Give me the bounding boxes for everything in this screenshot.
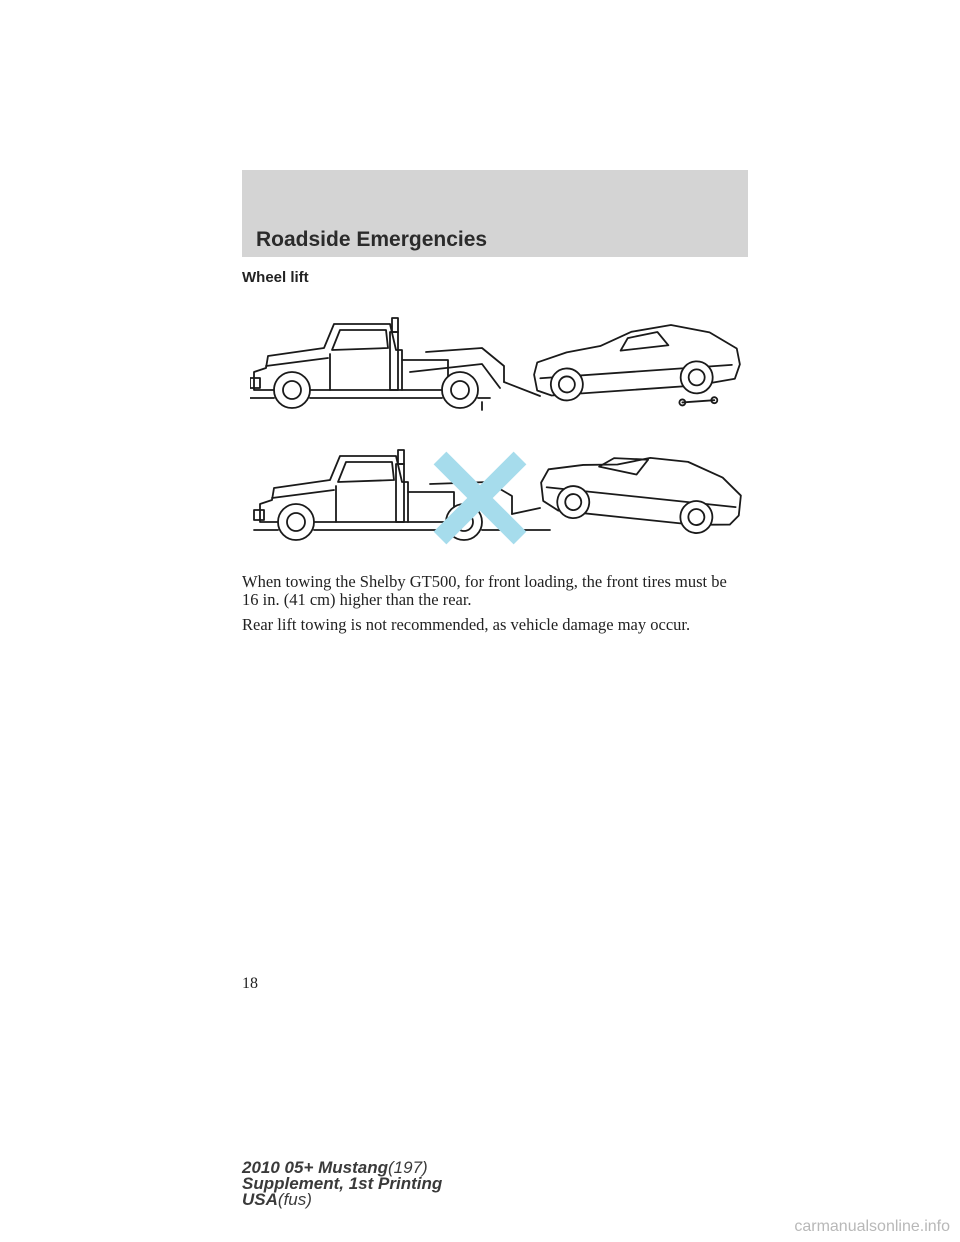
tow-truck-icon [250, 318, 540, 410]
rear-lift-not-recommended-illustration [250, 448, 750, 553]
watermark: carmanualsonline.info [794, 1218, 950, 1235]
page-number: 18 [242, 975, 258, 992]
print-info-footer [242, 1160, 442, 1208]
footer-market: USA [242, 1190, 278, 1209]
paragraph-line: 16 in. (41 cm) higher than the rear. [242, 590, 472, 609]
paragraph-line: When towing the Shelby GT500, for front loading, the front tires must be [242, 572, 727, 591]
section-header-band [242, 170, 748, 257]
rear-lift-warning-paragraph: Rear lift towing is not recommended, as vehicle damage may occur. [242, 615, 691, 634]
wheel-lift-correct-illustration [250, 310, 750, 415]
towing-instruction-paragraph [242, 573, 752, 609]
footer-model-code: (197) [388, 1158, 428, 1177]
car-icon [538, 448, 744, 537]
subsection-heading: Wheel lift [242, 269, 309, 286]
section-title: Roadside Emergencies [256, 228, 488, 251]
footer-model: 2010 05+ Mustang [242, 1158, 388, 1177]
footer-market-code: (fus) [277, 1190, 312, 1209]
footer-printing: Supplement, 1st Printing [242, 1174, 443, 1193]
car-icon [531, 320, 742, 415]
